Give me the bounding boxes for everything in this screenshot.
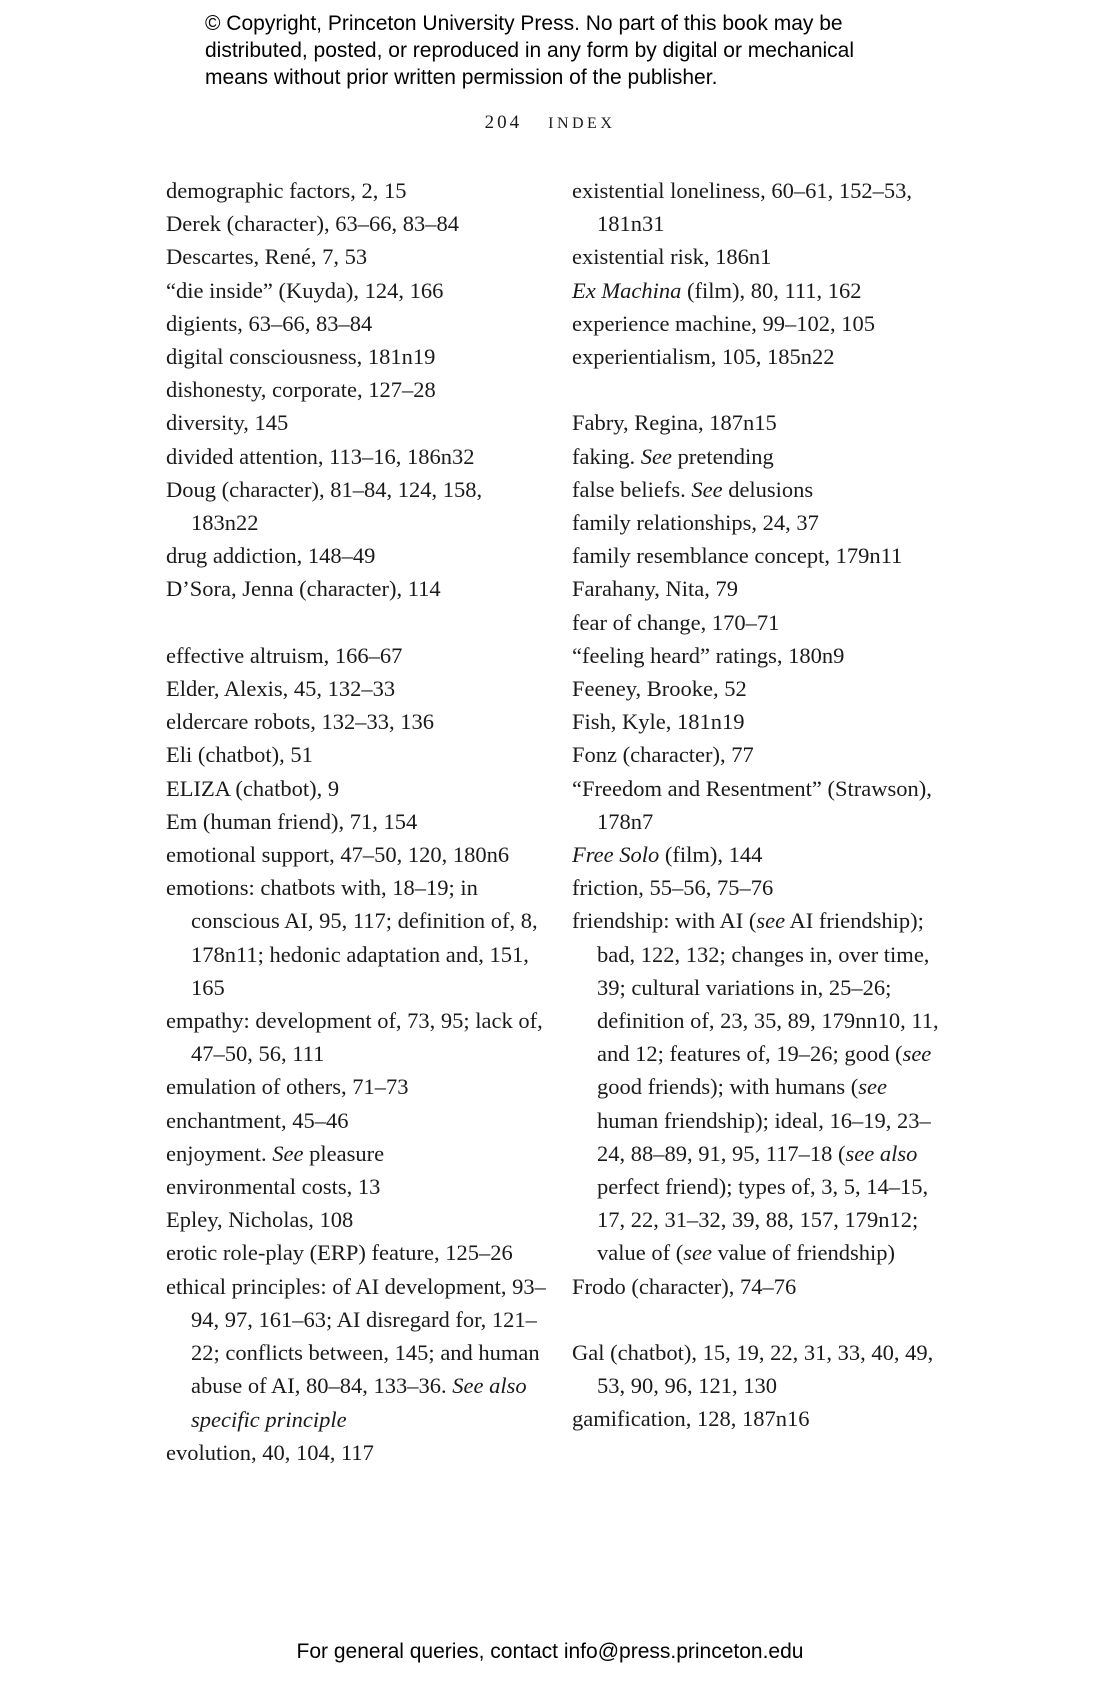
index-entry [572, 473, 952, 506]
index-entry-text: false beliefs. [572, 476, 692, 502]
index-entry [166, 174, 546, 207]
index-entry-text: erotic role-play (ERP) feature, 125–26 [166, 1240, 513, 1266]
index-entry-text: perfect friend); types of, 3, 5, 14–15, 17, 22, 31–32, 39, 88, 157, 179n12; value of ( [597, 1174, 929, 1266]
index-entry [572, 1336, 952, 1402]
page-number: 204 [484, 112, 523, 133]
index-entry-text: Descartes, René, 7, 53 [166, 244, 368, 270]
index-entry-text: existential risk, 186n1 [572, 244, 772, 270]
index-entry-text: Derek (character), 63–66, 83–84 [166, 211, 459, 237]
index-entry-text: Frodo (character), 74–76 [572, 1273, 797, 1299]
index-entry [572, 772, 952, 838]
index-entry-text: demographic factors, 2, 15 [166, 178, 407, 203]
index-entry [572, 307, 952, 340]
index-entry [166, 373, 546, 406]
index-entry-text: Epley, Nicholas, 108 [166, 1207, 354, 1233]
index-entry [166, 738, 546, 771]
index-entry-text: faking. [572, 443, 641, 469]
index-entry-text: friction, 55–56, 75–76 [572, 875, 774, 901]
index-entry [572, 606, 952, 639]
index-entry [166, 274, 546, 307]
index-entry-text: Em (human friend), 71, 154 [166, 808, 418, 834]
index-entry-text: emotions: chatbots with, 18–19; in conscious AI, 95, 117; definition of, 8, 178n11; hedonic adaptation and, 151, 165 [166, 875, 538, 1000]
index-entry-italic: See [272, 1140, 304, 1166]
index-entry-italic: see [902, 1041, 932, 1067]
index-entry [166, 1137, 546, 1170]
index-entry-text: ELIZA (chatbot), 9 [166, 775, 340, 801]
index-entry-text: “feeling heard” ratings, 180n9 [572, 642, 845, 668]
index-entry-italic: See [691, 476, 723, 502]
index-entry-text: divided attention, 113–16, 186n32 [166, 443, 475, 469]
index-entry-text: enchantment, 45–46 [166, 1107, 349, 1133]
running-head [0, 112, 1100, 134]
copyright-line: © Copyright, Princeton University Press. No part of this book may be [205, 12, 843, 35]
index-entry-text: diversity, 145 [166, 410, 289, 436]
index-entry-italic: See [640, 443, 672, 469]
index-entry [572, 340, 952, 373]
index-entry [166, 672, 546, 705]
index-entry [572, 406, 952, 439]
index-entry [166, 705, 546, 738]
index-entry-italic: See also specific principle [191, 1373, 527, 1432]
index-entry [572, 1402, 952, 1435]
index-entry [166, 1270, 546, 1436]
index-entry-text: “die inside” (Kuyda), 124, 166 [166, 277, 444, 303]
copyright-line: distributed, posted, or reproduced in any form by digital or mechanical [205, 39, 855, 62]
index-entry-text: Fabry, Regina, 187n15 [572, 410, 777, 436]
index-entry-text: drug addiction, 148–49 [166, 543, 376, 569]
index-entry-italic: see also [845, 1140, 918, 1166]
index-entry [166, 307, 546, 340]
index-entry-text: Fish, Kyle, 181n19 [572, 709, 745, 735]
index-entry [166, 572, 546, 605]
index-entry-text: Feeney, Brooke, 52 [572, 676, 747, 702]
index-entry [166, 406, 546, 439]
index-entry-text: Fonz (character), 77 [572, 742, 754, 768]
index-entry-italic: see [683, 1240, 712, 1266]
index-entry-text: dishonesty, corporate, 127–28 [166, 377, 436, 403]
index-entry [166, 1436, 546, 1469]
index-entry [166, 340, 546, 373]
index-entry [166, 1170, 546, 1203]
index-entry-text: human friendship); ideal, 16–19, 23–24, 88–89, 91, 95, 117–18 ( [597, 1107, 931, 1166]
index-entry-text: (film), 144 [659, 842, 763, 868]
index-entry [572, 705, 952, 738]
index-entry [572, 738, 952, 771]
index-entry-text: delusions [722, 476, 814, 502]
index-entry [572, 174, 952, 240]
index-entry-text: gamification, 128, 187n16 [572, 1406, 810, 1432]
index-entry [572, 506, 952, 539]
index-entry-text: effective altruism, 166–67 [166, 642, 403, 668]
index-entry [166, 473, 546, 539]
index-entry [166, 639, 546, 672]
index-column-right [572, 174, 952, 1436]
copyright-line: means without prior written permission of the publisher. [205, 66, 718, 89]
index-entry [572, 1270, 952, 1303]
index-entry-text: AI friendship); bad, 122, 132; changes in, over time, 39; cultural variations in, 25–26; definition of, 23, 35, 89, 179nn10, 11, and 12; features of, 19–26; good ( [597, 908, 939, 1067]
index-entry-text: experientialism, 105, 185n22 [572, 344, 835, 370]
index-entry-italic: Free Solo [572, 842, 660, 868]
index-entry-text: digients, 63–66, 83–84 [166, 310, 373, 336]
index-entry-text: friendship: with AI ( [572, 908, 757, 934]
index-entry-text: enjoyment. [166, 1140, 273, 1166]
index-entry-italic: Ex Machina [572, 277, 682, 303]
index-entry-italic: see [756, 908, 786, 934]
index-entry [166, 539, 546, 572]
index-entry-text: Gal (chatbot), 15, 19, 22, 31, 33, 40, 49, 53, 90, 96, 121, 130 [572, 1340, 934, 1399]
index-entry [572, 274, 952, 307]
index-entry-text: empathy: development of, 73, 95; lack of, 47–50, 56, 111 [166, 1008, 543, 1067]
copyright-notice [205, 10, 925, 91]
index-entry-text: digital consciousness, 181n19 [166, 344, 436, 370]
index-entry-text: environmental costs, 13 [166, 1174, 381, 1200]
index-entry-text: (film), 80, 111, 162 [681, 277, 862, 303]
index-entry-italic: see [858, 1074, 887, 1100]
index-entry [166, 838, 546, 871]
index-entry [572, 904, 952, 1269]
index-entry-text: value of friendship) [711, 1240, 896, 1266]
index-entry [572, 871, 952, 904]
index-column-left [166, 174, 546, 1469]
index-entry-text: Farahany, Nita, 79 [572, 576, 738, 602]
index-entry [166, 207, 546, 240]
index-entry-text: ethical principles: of AI development, 93–94, 97, 161–63; AI disregard for, 121–22; conflicts between, 145; and human abuse of AI, 80–84, 133–36. [166, 1273, 546, 1399]
index-entry [572, 639, 952, 672]
index-entry-text: pleasure [303, 1140, 385, 1166]
index-entry [166, 1203, 546, 1236]
index-entry-text: eldercare robots, 132–33, 136 [166, 709, 435, 735]
index-entry-text: existential loneliness, 60–61, 152–53, 181n31 [572, 178, 912, 237]
index-entry [166, 871, 546, 1004]
running-head-title: INDEX [548, 115, 616, 132]
index-entry-text: D’Sora, Jenna (character), 114 [166, 576, 441, 602]
index-entry [166, 240, 546, 273]
index-entry-text: fear of change, 170–71 [572, 609, 780, 635]
index-entry [572, 572, 952, 605]
index-entry-text: family resemblance concept, 179n11 [572, 543, 903, 569]
index-entry-text: Doug (character), 81–84, 124, 158, 183n22 [166, 476, 483, 536]
index-entry-text: Elder, Alexis, 45, 132–33 [166, 676, 396, 702]
footer-contact: For general queries, contact info@press.princeton.edu [296, 1640, 804, 1663]
index-entry [166, 805, 546, 838]
index-entry [166, 772, 546, 805]
index-entry [166, 1104, 546, 1137]
index-entry [166, 1070, 546, 1103]
index-entry-text: emulation of others, 71–73 [166, 1074, 409, 1100]
index-entry [572, 539, 952, 572]
index-entry [572, 672, 952, 705]
index-entry-text: family relationships, 24, 37 [572, 510, 819, 536]
index-entry [166, 1004, 546, 1070]
index-entry-text: experience machine, 99–102, 105 [572, 310, 876, 336]
index-entry [166, 440, 546, 473]
index-entry-text: Eli (chatbot), 51 [166, 742, 313, 768]
index-entry-text: emotional support, 47–50, 120, 180n6 [166, 842, 510, 868]
index-entry-text: good friends); with humans ( [597, 1074, 859, 1100]
index-entry-text: pretending [671, 443, 774, 469]
index-entry [572, 838, 952, 871]
index-entry [572, 440, 952, 473]
index-entry [572, 240, 952, 273]
index-entry [166, 1236, 546, 1269]
index-entry-text: evolution, 40, 104, 117 [166, 1439, 374, 1465]
index-entry-text: “Freedom and Resentment” (Strawson), 178n7 [572, 775, 932, 834]
